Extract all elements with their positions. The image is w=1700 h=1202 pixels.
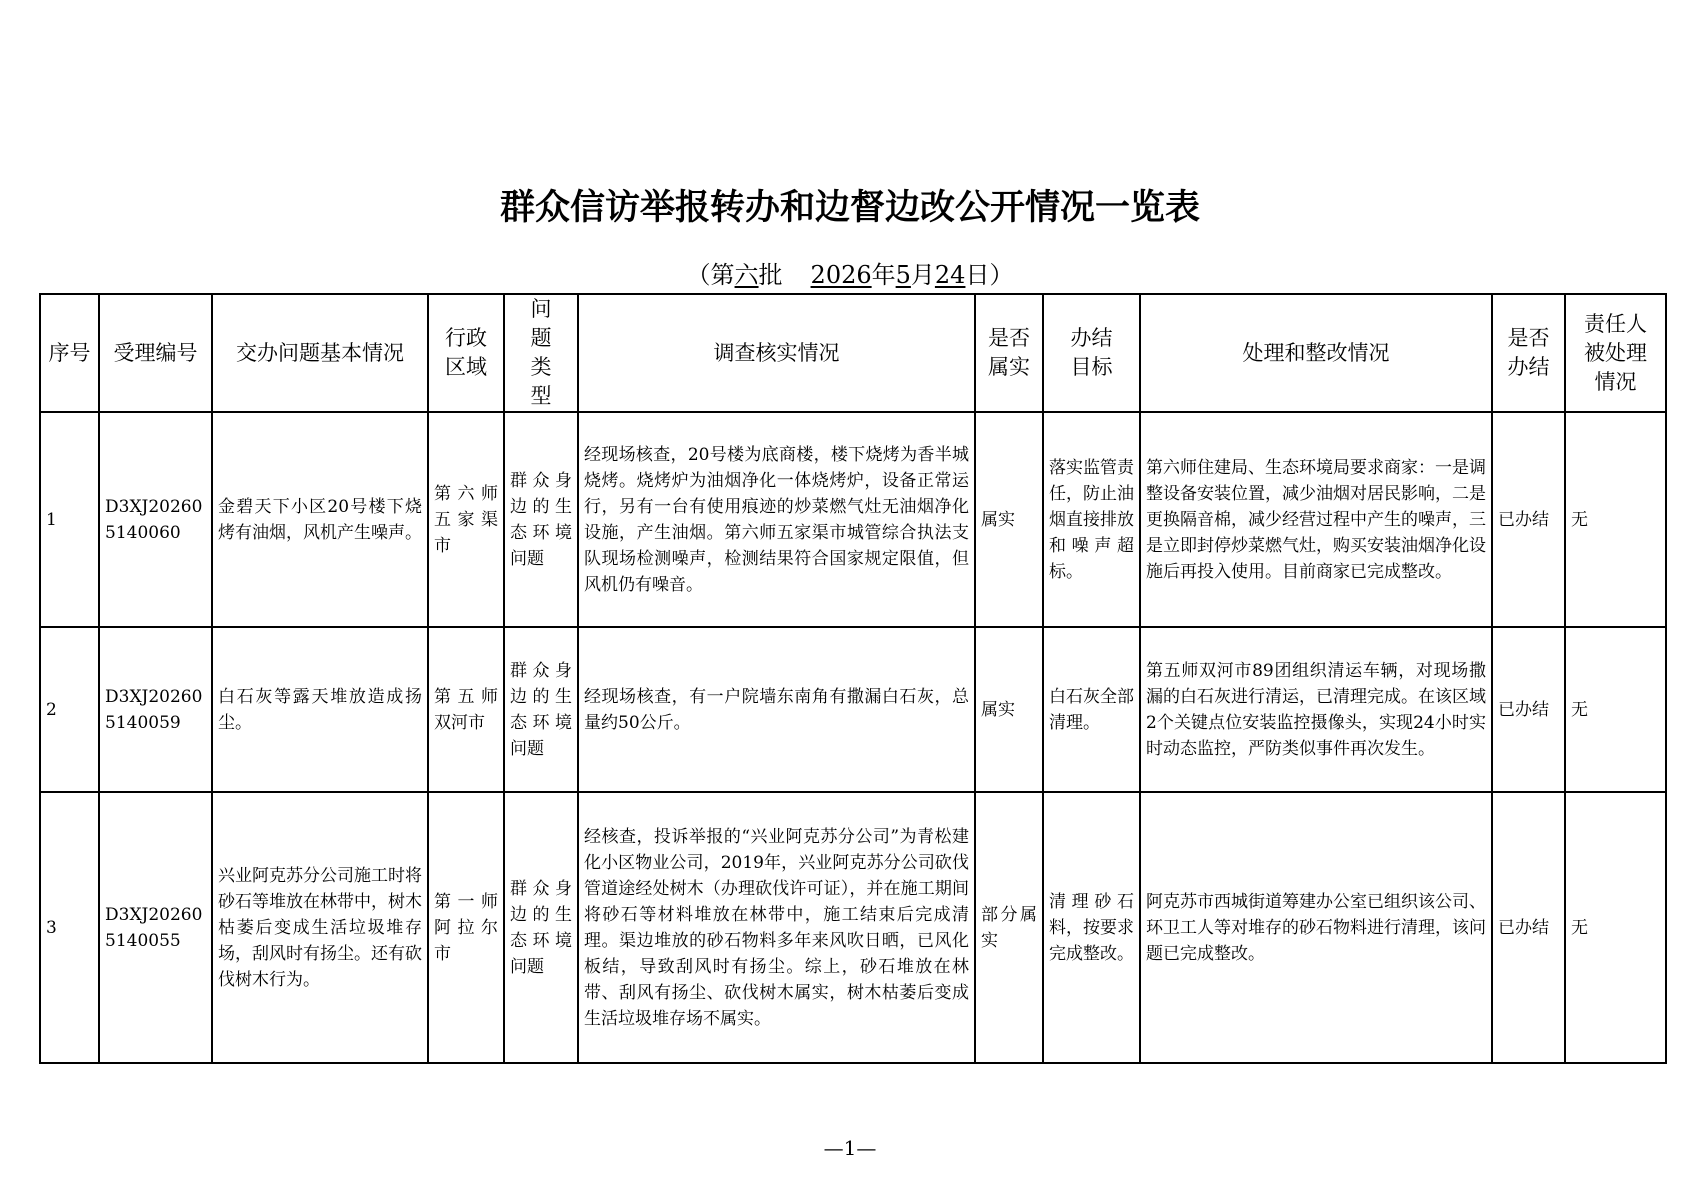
- cell-issue: 兴业阿克苏分公司施工时将砂石等堆放在林带中，树木枯萎后变成生活垃圾堆存场，刮风时有扬尘。还有砍伐树木行为。: [212, 792, 428, 1063]
- cell-type: 群众身边的生态环境问题: [504, 792, 578, 1063]
- date-day-unit: 日）: [965, 261, 1014, 289]
- header-id: 受理编号: [99, 294, 212, 412]
- subtitle-open: （第: [686, 261, 735, 289]
- cell-accountability: 无: [1565, 412, 1666, 627]
- cell-closed: 已办结: [1492, 792, 1565, 1063]
- cell-handling: 第五师双河市89团组织清运车辆，对现场撒漏的白石灰进行清运，已清理完成。在该区域2个关键点位安装监控摄像头，实现24小时实时动态监控，严防类似事件再次发生。: [1140, 627, 1492, 792]
- table-row: [40, 412, 1666, 627]
- batch-word: 批: [758, 261, 783, 289]
- cell-type: 群众身边的生态环境问题: [504, 412, 578, 627]
- header-type: 问题类型: [504, 294, 578, 412]
- cell-seq: 2: [40, 627, 99, 792]
- header-handling: 处理和整改情况: [1140, 294, 1492, 412]
- cell-region: 第五师双河市: [428, 627, 504, 792]
- cell-handling: 阿克苏市西城街道筹建办公室已组织该公司、环卫工人等对堆存的砂石物料进行清理，该问题已完成整改。: [1140, 792, 1492, 1063]
- date-day: 24: [934, 261, 966, 289]
- date-year-unit: 年: [871, 261, 896, 289]
- cell-goal: 清理砂石料，按要求完成整改。: [1043, 792, 1140, 1063]
- cell-id: D3XJ202605140055: [99, 792, 212, 1063]
- date-month-unit: 月: [910, 261, 935, 289]
- petition-table: [39, 293, 1667, 1064]
- header-issue: 交办问题基本情况: [212, 294, 428, 412]
- cell-id: D3XJ202605140059: [99, 627, 212, 792]
- cell-type: 群众身边的生态环境问题: [504, 627, 578, 792]
- cell-investigation: 经现场核查，有一户院墙东南角有撒漏白石灰，总量约50公斤。: [578, 627, 975, 792]
- page-title: 群众信访举报转办和边督边改公开情况一览表: [499, 187, 1200, 228]
- cell-investigation: 经现场核查，20号楼为底商楼，楼下烧烤为香半城烧烤。烧烤炉为油烟净化一体烧烤炉，设备正常运行，另有一台有使用痕迹的炒菜燃气灶无油烟净化设施，产生油烟。第六师五家渠市城管综合执法支队现场检测噪声，检测结果符合国家规定限值，但风机仍有噪音。: [578, 412, 975, 627]
- cell-issue: 金碧天下小区20号楼下烧烤有油烟，风机产生噪声。: [212, 412, 428, 627]
- cell-investigation: 经核查，投诉举报的“兴业阿克苏分公司”为青松建化小区物业公司，2019年，兴业阿克苏分公司砍伐管道途经处树木（办理砍伐许可证），并在施工期间将砂石等材料堆放在林带中，施工结束后完成清理。渠边堆放的砂石物料多年来风吹日晒，已风化板结，导致刮风时有扬尘。综上，砂石堆放在林带、刮风有扬尘、砍伐树木属实，树木枯萎后变成生活垃圾堆存场不属实。: [578, 792, 975, 1063]
- cell-verified: 属实: [975, 627, 1043, 792]
- table-row: [40, 627, 1666, 792]
- header-accountability: 责任人被处理情况: [1565, 294, 1666, 412]
- cell-region: 第六师五家渠市: [428, 412, 504, 627]
- cell-region: 第一师阿拉尔市: [428, 792, 504, 1063]
- cell-accountability: 无: [1565, 792, 1666, 1063]
- header-seq: 序号: [40, 294, 99, 412]
- cell-issue: 白石灰等露天堆放造成扬尘。: [212, 627, 428, 792]
- date-year: 2026: [810, 261, 872, 289]
- table-row: [40, 792, 1666, 1063]
- batch-date-line: [0, 255, 1700, 290]
- cell-verified: 属实: [975, 412, 1043, 627]
- header-goal: 办结目标: [1043, 294, 1140, 412]
- batch-number: 六: [734, 261, 759, 289]
- header-region: 行政区域: [428, 294, 504, 412]
- cell-verified: 部分属实: [975, 792, 1043, 1063]
- header-investigation: 调查核实情况: [578, 294, 975, 412]
- cell-accountability: 无: [1565, 627, 1666, 792]
- cell-id: D3XJ202605140060: [99, 412, 212, 627]
- cell-closed: 已办结: [1492, 627, 1565, 792]
- date-month: 5: [895, 261, 911, 289]
- cell-handling: 第六师住建局、生态环境局要求商家：一是调整设备安装位置，减少油烟对居民影响，二是更换隔音棉，减少经营过程中产生的噪声，三是立即封停炒菜燃气灶，购买安装油烟净化设施后再投入使用。目前商家已完成整改。: [1140, 412, 1492, 627]
- cell-goal: 落实监管责任，防止油烟直接排放和噪声超标。: [1043, 412, 1140, 627]
- cell-seq: 1: [40, 412, 99, 627]
- cell-goal: 白石灰全部清理。: [1043, 627, 1140, 792]
- header-verified: 是否属实: [975, 294, 1043, 412]
- cell-seq: 3: [40, 792, 99, 1063]
- page-number: —1—: [823, 1136, 877, 1160]
- table-header-row: [40, 294, 1666, 412]
- cell-closed: 已办结: [1492, 412, 1565, 627]
- header-closed: 是否办结: [1492, 294, 1565, 412]
